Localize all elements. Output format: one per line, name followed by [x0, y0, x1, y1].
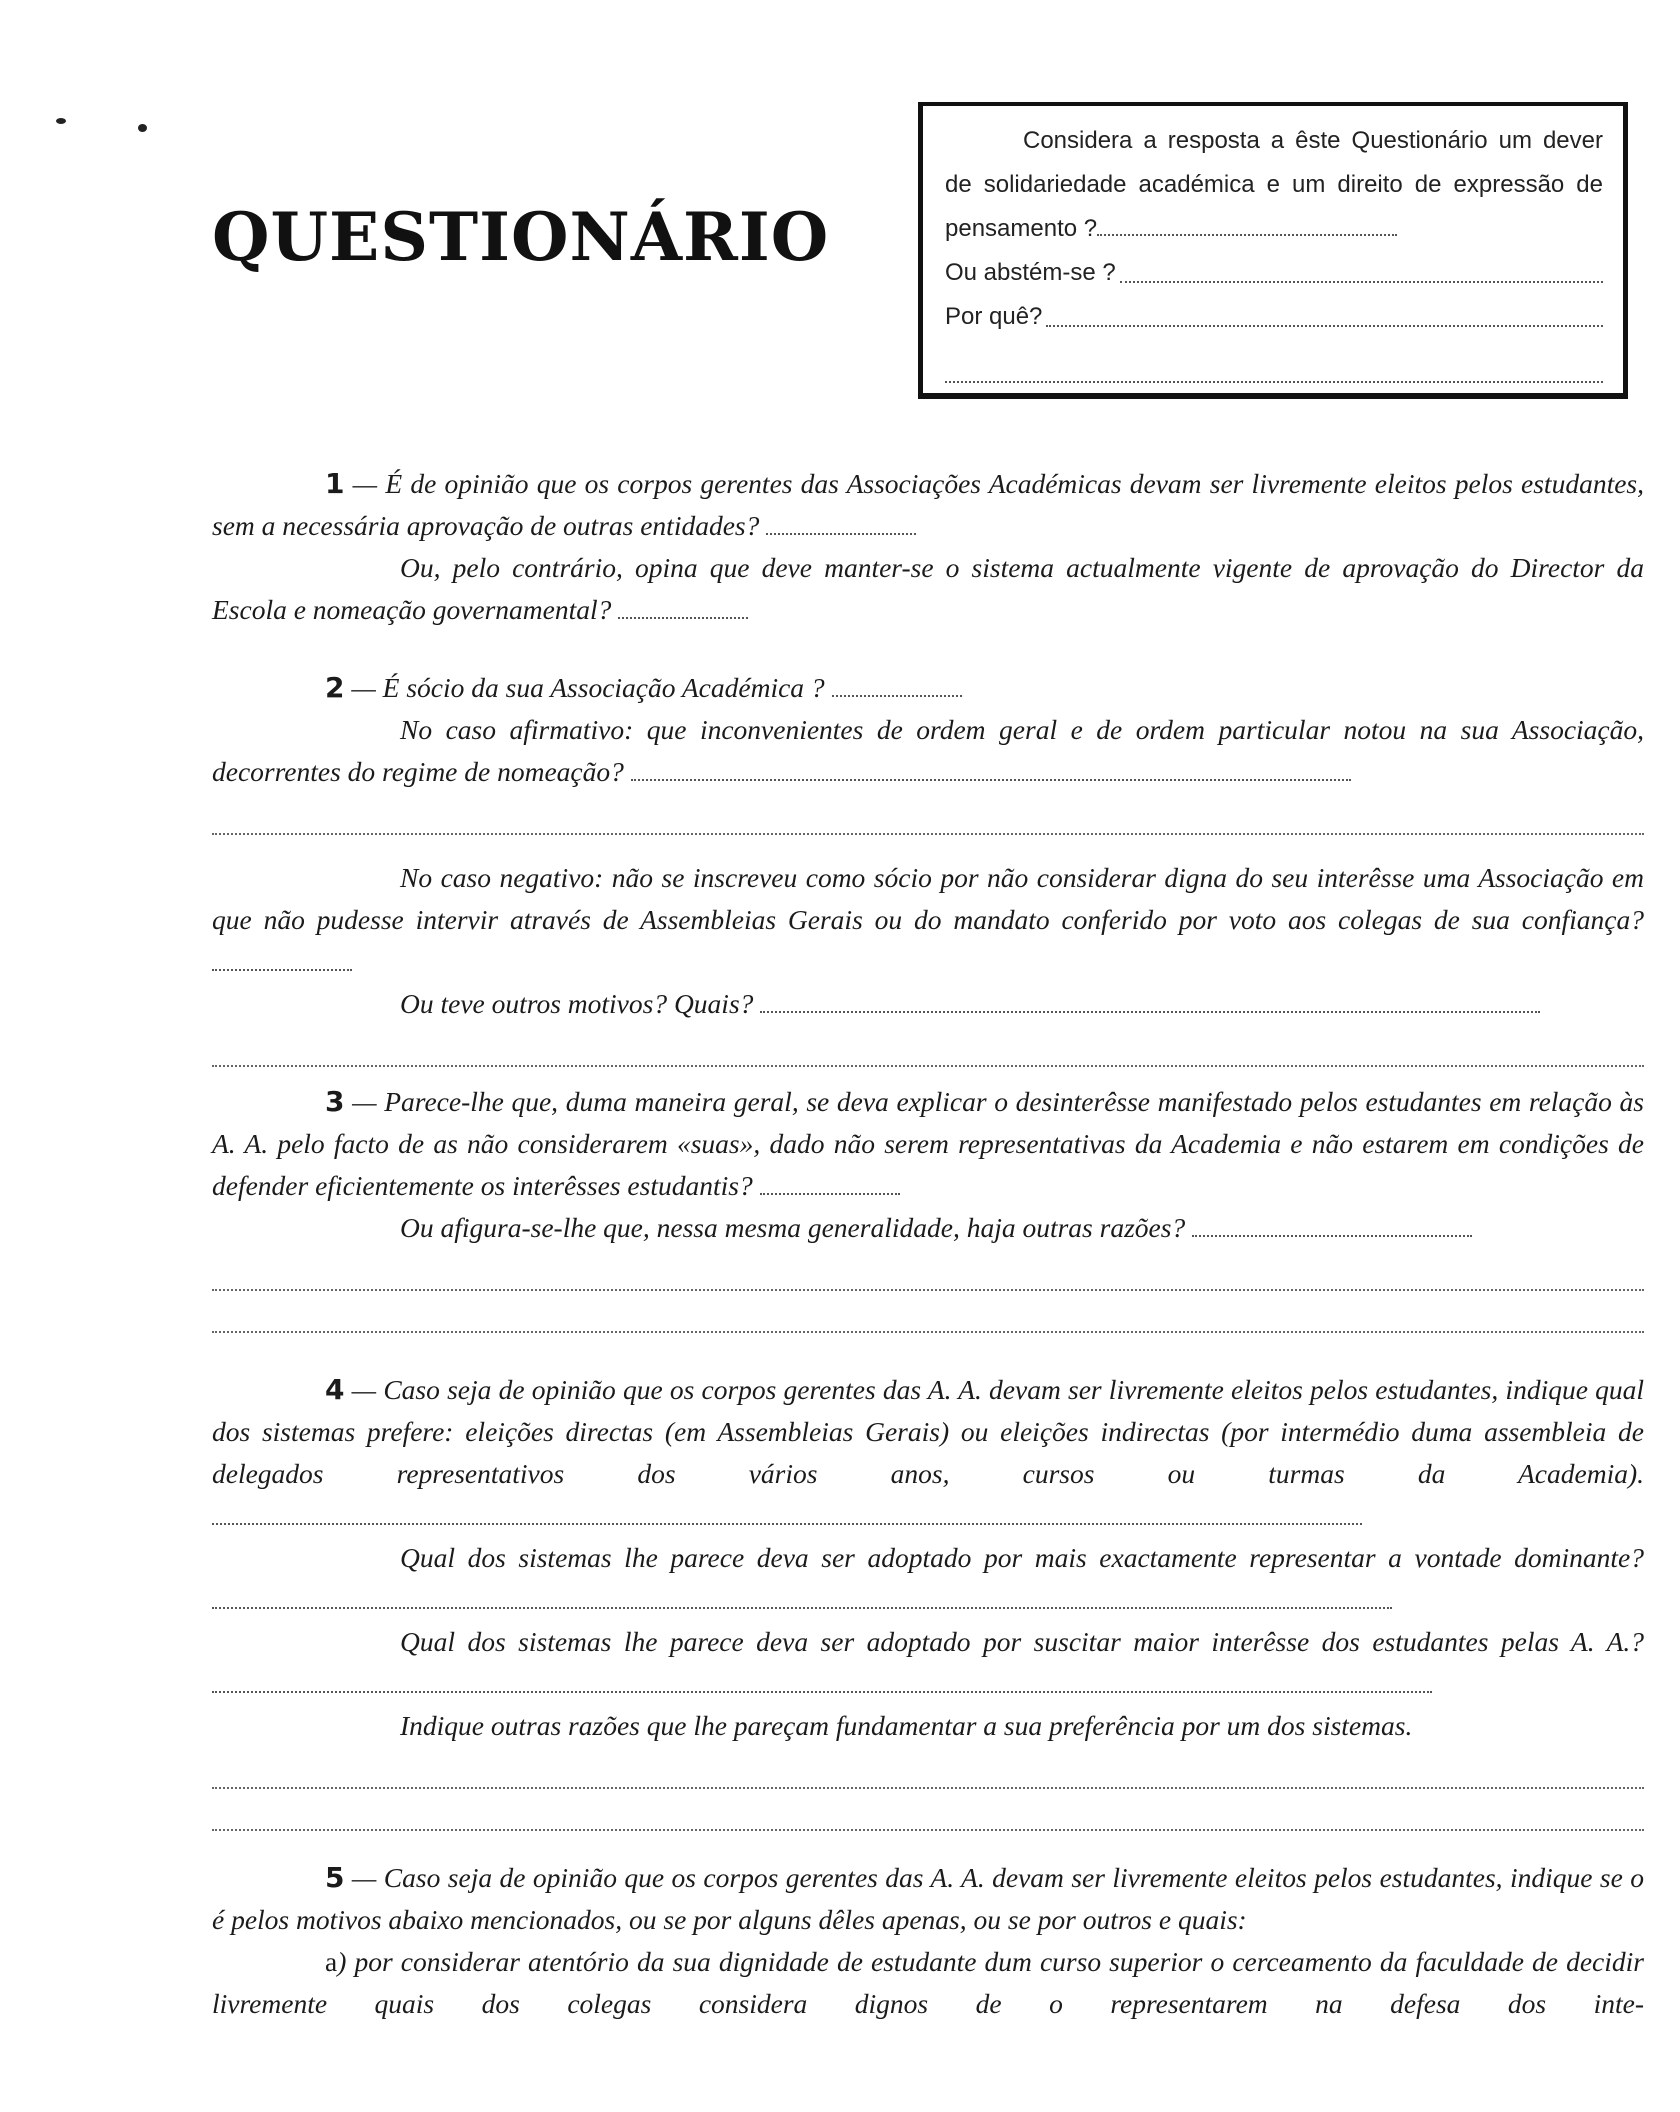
question-3-alt — [212, 1207, 1644, 1249]
question-5-a — [212, 1941, 1644, 2025]
question-3-p1: — Parece-lhe que, duma maneira geral, se deva explicar o desinterêsse manifestado pelos estudantes em relação às A. A. pelo facto de as não considerarem «suas», dado não serem representativas da Academia e não estarem em condições de defender eficientemente os interêsses estudantis? — [212, 1086, 1644, 1201]
why-row — [945, 295, 1603, 339]
answer-line[interactable] — [212, 1587, 1392, 1609]
answer-line[interactable] — [1097, 214, 1397, 236]
question-2-other — [212, 983, 1644, 1025]
answer-line[interactable] — [212, 1671, 1432, 1693]
question-2-p3: No caso negativo: não se inscreveu como sócio por não considerar digna do seu interêsse uma Associação em que não pudesse intervir através de Assembleias Gerais ou do mandato conferido por voto aos colegas de sua confiança? — [212, 862, 1644, 935]
answer-line[interactable] — [212, 1025, 1644, 1067]
intro-box — [918, 102, 1628, 399]
question-1-p1: — É de opinião que os corpos gerentes das Associações Académicas devam ser livremente eleitos pelos estudantes, sem a necessária aprovação de outras entidades? — [212, 468, 1644, 541]
answer-line[interactable] — [760, 1173, 900, 1195]
answer-line[interactable] — [618, 597, 748, 619]
question-number: 2 — [325, 671, 345, 704]
speck — [138, 124, 147, 132]
answer-line[interactable] — [212, 1291, 1644, 1333]
abstain-row — [945, 251, 1603, 295]
question-1-text — [212, 463, 1644, 547]
question-number: 5 — [325, 1861, 345, 1894]
question-5-text — [212, 1857, 1644, 1941]
question-4-text — [212, 1369, 1644, 1537]
question-2-yes — [212, 709, 1644, 793]
intro-question — [945, 119, 1603, 251]
question-1-alt — [212, 547, 1644, 631]
question-number: 1 — [325, 467, 345, 500]
answer-line[interactable] — [212, 1249, 1644, 1291]
question-2-text — [212, 667, 1644, 709]
question-3-text — [212, 1081, 1644, 1207]
question-4-p4: Indique outras razões que lhe pareçam fundamentar a sua preferência por um dos sistemas. — [400, 1710, 1413, 1741]
question-2-p1: — É sócio da sua Associação Académica ? — [344, 672, 825, 703]
question-number: 3 — [325, 1085, 345, 1118]
answer-line[interactable] — [760, 991, 1540, 1013]
question-5 — [212, 1857, 1644, 2025]
answer-line[interactable] — [212, 793, 1644, 835]
answer-line[interactable] — [945, 339, 1603, 383]
question-4-p2: Qual dos sistemas lhe parece deva ser adoptado por mais exactamente representar a vontade dominante? — [400, 1542, 1644, 1573]
question-5-p1: — Caso seja de opinião que os corpos gerentes das A. A. devam ser livremente eleitos pelos estudantes, indique se o é pelos motivos abaixo mencionados, ou se por alguns dêles apenas, ou se por outros e quais: — [212, 1862, 1644, 1935]
intro-question-text: Considera a resposta a êste Questionário um dever de solidariedade académica e um direito de expressão de pensamento ? — [945, 127, 1603, 242]
question-2 — [212, 667, 1644, 1067]
answer-line[interactable] — [212, 949, 352, 971]
question-2-p2: No caso afirmativo: que inconvenientes de ordem geral e de ordem particular notou na sua Associação, decorrentes do regime de nomeação? — [212, 714, 1644, 787]
abstain-label: Ou abstém-se ? — [945, 259, 1116, 286]
question-2-no — [212, 857, 1644, 983]
question-4-reasons — [212, 1705, 1644, 1747]
answer-line[interactable] — [832, 675, 962, 697]
answer-line[interactable] — [212, 1747, 1644, 1789]
question-4-p3: Qual dos sistemas lhe parece deva ser adoptado por suscitar maior interêsse dos estudantes pelas A. A.? — [400, 1626, 1644, 1657]
answer-line[interactable] — [1046, 324, 1603, 327]
answer-line[interactable] — [631, 759, 1351, 781]
question-1 — [212, 463, 1644, 631]
question-2-p4: Ou teve outros motivos? Quais? — [400, 988, 754, 1019]
question-4-p1: — Caso seja de opinião que os corpos gerentes das A. A. devam ser livremente eleitos pelos estudantes, indique qual dos sistemas prefere: eleições directas (em Assembleias Gerais) ou eleições indirectas (por intermédio duma assembleia de delegados representativos dos vários anos, cursos ou turmas da Academia). — [212, 1374, 1644, 1489]
question-4-will — [212, 1537, 1644, 1621]
speck — [56, 118, 66, 124]
why-label: Por quê? — [945, 303, 1043, 330]
question-4 — [212, 1369, 1644, 1831]
question-number: 4 — [325, 1373, 345, 1406]
question-3 — [212, 1081, 1644, 1333]
answer-line[interactable] — [1192, 1215, 1472, 1237]
question-4-interest — [212, 1621, 1644, 1705]
answer-line[interactable] — [1120, 280, 1603, 283]
answer-line[interactable] — [212, 1503, 1362, 1525]
answer-line[interactable] — [766, 513, 916, 535]
question-3-p2: Ou afigura-se-lhe que, nessa mesma generalidade, haja outras razões? — [400, 1212, 1186, 1243]
question-5-a-text: ) por considerar atentório da sua dignidade de estudante dum curso superior o cerceamento da faculdade de decidir livremente quais dos colegas considera dignos de o representarem na defesa dos inte- — [212, 1946, 1644, 2019]
answer-line[interactable] — [212, 1789, 1644, 1831]
page-title: QUESTIONÁRIO — [212, 198, 830, 276]
question-1-p2: Ou, pelo contrário, opina que deve manter-se o sistema actualmente vigente de aprovação do Director da Escola e nomeação governamental? — [212, 552, 1644, 625]
item-label: a — [325, 1946, 338, 1977]
